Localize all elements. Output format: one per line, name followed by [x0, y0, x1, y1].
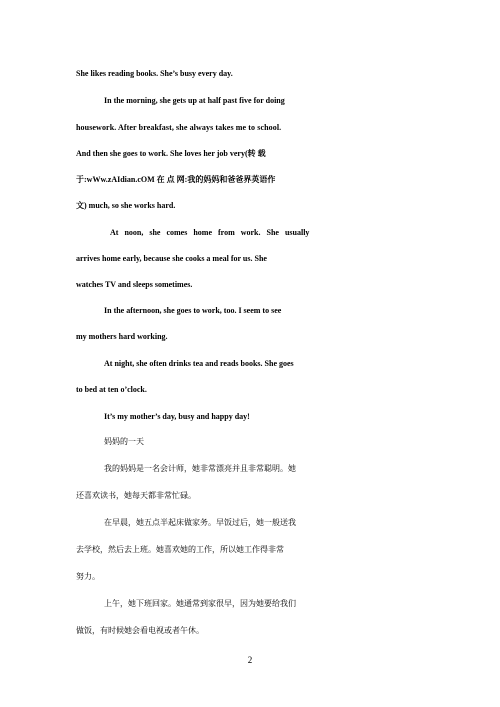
english-line-11: my mothers hard working. — [76, 332, 168, 341]
english-line-5: 于:wWw.zAIdian.cOM 在 点 网:我的妈妈和爸爸界英语作 — [76, 175, 276, 184]
chinese-line-7: 做饭，有时候她会看电视或者午休。 — [76, 626, 204, 635]
english-line-3: housework. After breakfast, she always takes me to school. — [76, 123, 282, 132]
english-line-7: At noon, she comes home from work. She usually — [110, 228, 310, 237]
chinese-line-6: 上午，她下班回家。她通常到家很早，因为她要给我们 — [104, 599, 296, 608]
page-number: 2 — [247, 655, 253, 665]
english-line-4: And then she goes to work. She loves her job very(转 载 — [76, 149, 266, 158]
english-line-6: 文) much, so she works hard. — [76, 201, 176, 210]
english-line-1: She likes reading books. She’s busy every day. — [76, 69, 233, 78]
chinese-line-4: 去学校，然后去上班。她喜欢她的工作，所以她工作得非常 — [76, 545, 284, 554]
chinese-title: 妈妈的一天 — [104, 437, 144, 446]
english-line-14: It’s my mother’s day, busy and happy day! — [104, 412, 250, 421]
chinese-line-5: 努力。 — [76, 572, 100, 581]
chinese-line-1: 我的妈妈是一名会计师，她非常漂亮并且非常聪明。她 — [104, 464, 296, 473]
english-line-9: watches TV and sleeps sometimes. — [76, 280, 193, 289]
english-line-12: At night, she often drinks tea and reads books. She goes — [104, 359, 294, 368]
chinese-line-2: 还喜欢读书，她每天都非常忙碌。 — [76, 491, 196, 500]
english-line-2: In the morning, she gets up at half past five for doing — [104, 96, 285, 105]
english-line-10: In the afternoon, she goes to work, too. I seem to see — [104, 306, 282, 315]
chinese-line-3: 在早晨，她五点半起床做家务。早饭过后，她一般送我 — [104, 518, 296, 527]
english-line-8: arrives home early, because she cooks a meal for us. She — [76, 254, 267, 263]
english-line-13: to bed at ten o’clock. — [76, 385, 147, 394]
